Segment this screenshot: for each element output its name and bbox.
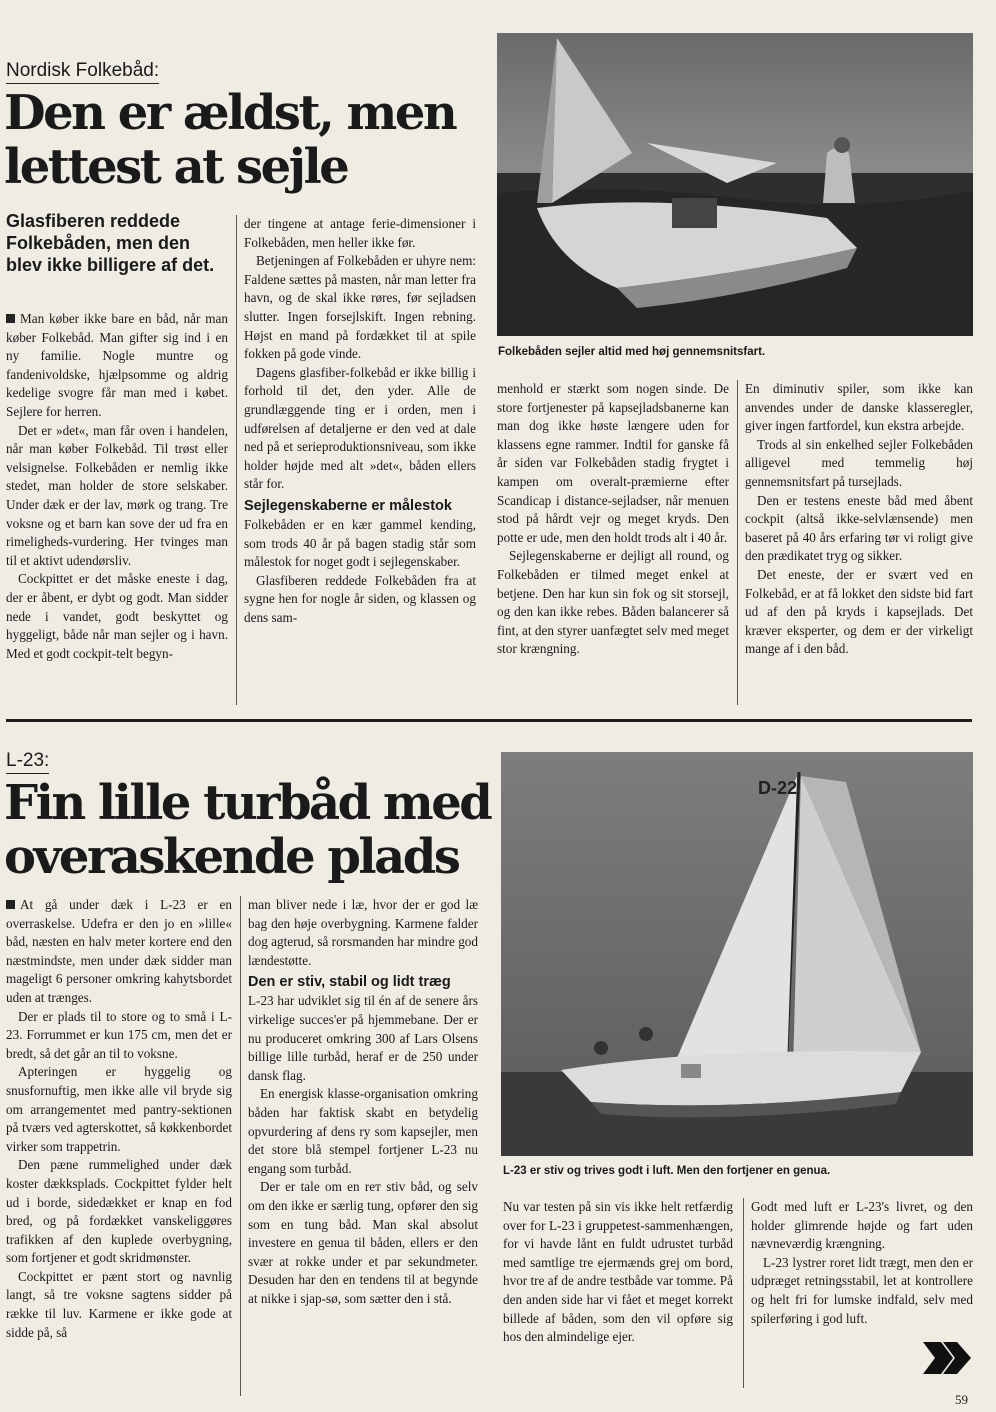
folkebaad-photo bbox=[497, 33, 973, 336]
start-square-icon bbox=[6, 900, 15, 909]
paragraph: menhold er stærkt som nogen sinde. De store fortjenester på kapsejladsbanerne kan man dog ikke høste længere uden for klassens egne rammer. Indtil for ganske få år siden var Folkebåden stadig frygtet i kampen om overalt-præmierne efter Scandicap i distance-sejladser, når menuen stod på hårdt vejr og meget kryds. Den potte er ude, men den holdt trods alt i 40 år. bbox=[497, 381, 729, 545]
article2-headline-line1: Fin lille turbåd med bbox=[4, 775, 491, 831]
continue-arrow-icon bbox=[921, 1338, 973, 1378]
paragraph: Det eneste, der er svært ved en Folkebåd, er at få lokket den sidste bid fart ud af den på kryds i kapsejlads. Det kræver eksperter, og dem er der virkeligt mange af i den båd. bbox=[745, 566, 973, 657]
paragraph: Der er plads til to store og to små i L-23. Forrummet er kun 175 cm, men det er bredt, så det går an til to voksne. bbox=[6, 1008, 232, 1061]
paragraph: Cockpittet er det måske eneste i dag, der er åbent, er dybt og godt. Man sidder nede i vandet, godt beskyttet og hyggeligt, både når man sejler og i havn. Med et godt cockpit-telt begyn- bbox=[6, 571, 228, 661]
sail-number: D-22 bbox=[758, 778, 798, 798]
article1-column-3 bbox=[497, 380, 729, 659]
paragraph: En diminutiv spiler, som ikke kan anvendes under de danske klasseregler, giver ingen fartfordel, kun ekstra arbejde. bbox=[745, 381, 973, 434]
paragraph: L-23 har udviklet sig til én af de senere års virkelige succes'er på hjemmebane. Der er nu produceret omkring 300 af Lars Olsens billige lille turbåd, heraf er de 250 under dansk flag. bbox=[248, 993, 478, 1083]
article1-headline-line2: lettest at sejle bbox=[4, 139, 348, 195]
paragraph: Folkebåden er en kær gammel kending, som trods 40 år på bagen stadig står som målestok for noget godt i sejlegenskaber. bbox=[244, 516, 476, 570]
article1-subhead: Sejlegenskaberne er målestok bbox=[244, 497, 452, 514]
article2-caption: L-23 er stiv og trives godt i luft. Men den fortjener en genua. bbox=[503, 1165, 831, 1177]
paragraph: Dagens glasfiber-folkebåd er ikke billig i forhold til det, den yder. Alle de grundlæggende ting er i orden, men i udførelsen af detaljerne er den ved at dale ned på et serieproduktionsniveau, som ikke holder højde med alt »det«, båden ellers står for. bbox=[244, 364, 476, 492]
paragraph: Man køber ikke bare en båd, når man køber Folkebåd. Man gifter sig ind i en ny familie. Nogle muntre og fandenivoldske, hjælpsomme og aldrig kedelige svogre får man med i købet. Sejlere for herren. bbox=[6, 311, 228, 419]
article1-kicker: Nordisk Folkebåd: bbox=[6, 60, 159, 84]
article1-column-4 bbox=[745, 380, 973, 659]
article2-column-4 bbox=[751, 1198, 973, 1328]
l23-photo-illustration bbox=[501, 752, 973, 1156]
article2-column-3 bbox=[503, 1198, 733, 1347]
paragraph: man bliver nede i læ, hvor der er god læ bag den høje overbygning. Karmene falder dog agterud, så rorsmanden har mindre god lændestøtte. bbox=[248, 897, 478, 968]
article2-headline bbox=[4, 776, 494, 884]
article2-kicker: L-23: bbox=[6, 750, 49, 774]
article1-column-2 bbox=[244, 215, 476, 627]
folkebaad-photo-illustration bbox=[497, 33, 973, 336]
paragraph: Nu var testen på sin vis ikke helt retfærdig over for L-23 i gruppetest-sammenhængen, for vi havde lånt en fuldt udrustet turbåd med samtlige tre ejermænds grej om bord, hvor tre af de andre testbåde var tomme. På den anden side har vi fået et meget korrekt billede af båden, som den vil opføre sig hos den almindelige ejer. bbox=[503, 1199, 733, 1345]
article1-deck: Glasfiberen reddede Folkebåden, men den blev ikke billigere af det. bbox=[6, 211, 215, 275]
column-divider bbox=[743, 1198, 744, 1388]
column-divider bbox=[236, 215, 237, 705]
paragraph: Det er »det«, man får oven i handelen, når man køber Folkebåd. Til trøst eller velsignelse. Folkebåden er nemlig ikke stedet, man holder de store selskaber. Under dæk er der lav, mørk og trang. Tre voksne og et barn kan sove der ud fra en rimeligheds-vurdering. Her tvinges man til et aktivt udendørsliv. bbox=[6, 422, 228, 568]
paragraph: der tingene at antage ferie-dimensioner i Folkebåden, men heller ikke før. bbox=[244, 216, 476, 250]
paragraph: Godt med luft er L-23's livret, og den holder glimrende højde og fart uden nævneværdig krængning. bbox=[751, 1199, 973, 1252]
paragraph: Den er testens eneste båd med åbent cockpit (altså ikke-selvlænsende) men baseret på 40 års erfaring tør vi roligt give den prædikatet tryg og sikker. bbox=[745, 492, 973, 564]
article1-caption: Folkebåden sejler altid med høj gennemsnitsfart. bbox=[498, 346, 766, 358]
paragraph: Glasfiberen reddede Folkebåden fra at sygne hen for nogle år siden, og klassen og dens sam- bbox=[244, 572, 476, 625]
paragraph: En energisk klasse-organisation omkring båden har faktisk skabt en betydelig opvurdering af dens ry som kapsejler, men det store blå stempel fortjener L-23 nu engang som turbåd. bbox=[248, 1086, 478, 1176]
paragraph: Der er tale om en rет stiv båd, og selv om den ikke er særlig tung, opfører den sig som en tung båd. Man skal absolut investere en genua til båden, ellers er den svær at rokke under et par sekundmeter. Desuden har den en tendens til at begynde at nikke i sjap-sø, som sætter den i stå. bbox=[248, 1179, 478, 1306]
section-divider bbox=[6, 719, 972, 722]
paragraph: Den pæne rummelighed under dæk koster dækksplads. Cockpittet fylder helt ud i borde, sidedækket er knap en fod bred, og på fordækket vanskeliggøres trafikken af den kuplede overbygning, som fortjener et godt skridmønster. bbox=[6, 1157, 232, 1266]
paragraph: Sejlegenskaberne er dejligt all round, og Folkebåden er tilmed meget enkel at betjene. Den har kun sin fok og sit storsejl, og den kan ikke rebes. Båden balancerer så fint, at den styrer uanfægtet selv med meget stor krængning. bbox=[497, 548, 729, 657]
article2-column-2 bbox=[248, 896, 478, 1308]
paragraph: At gå under dæk i L-23 er en overraskelse. Udefra er den jo en »lille« båd, næsten en halv meter kortere end den næstmindste, men under dæk sidder man mageligt 6 personer omkring kahytsbordet uden at trænges. bbox=[6, 897, 232, 1005]
article1-column-1 bbox=[6, 310, 228, 663]
paragraph: Apteringen er hyggelig og snusfornuftig, men ikke alle vil bryde sig om arrangementet med pantry-sektionen på tværs ved agterskottet, så køkkenbordet virker som trappetrin. bbox=[6, 1064, 232, 1154]
start-square-icon bbox=[6, 314, 15, 323]
page-number: 59 bbox=[955, 1392, 968, 1407]
article1-headline bbox=[4, 86, 494, 194]
article2-headline-line2: overaskende plads bbox=[4, 829, 459, 885]
paragraph: Trods al sin enkelhed sejler Folkebåden alligevel med temmelig høj gennemsnitsfart på tursejlads. bbox=[745, 436, 973, 489]
article2-column-1 bbox=[6, 896, 232, 1342]
column-divider bbox=[240, 896, 241, 1396]
paragraph: Cockpittet er pænt stort og navnlig langt, så tre voksne sagtens sidder på række til luv. Karmene er ikke gode at sidde på, så bbox=[6, 1268, 232, 1340]
article2-subhead: Den er stiv, stabil og lidt træg bbox=[248, 974, 451, 991]
article1-headline-line1: Den er ældst, men bbox=[4, 85, 456, 141]
paragraph: L-23 lystrer roret lidt trægt, men den er udpræget retningsstabil, let at kontrollere og helt fri for lumske indfald, selv med spilerføring i god luft. bbox=[751, 1254, 973, 1326]
paragraph: Betjeningen af Folkebåden er uhyre nem: Faldene sættes på masten, når man letter fra havn, og de skal ikke røres, før sejladsen slutter. Ingen forsejlskift. Ingen rebning. Højst en mand på fordækket til at spile fokken på gode vinde. bbox=[244, 253, 476, 362]
column-divider bbox=[737, 380, 738, 705]
l23-photo bbox=[501, 752, 973, 1156]
